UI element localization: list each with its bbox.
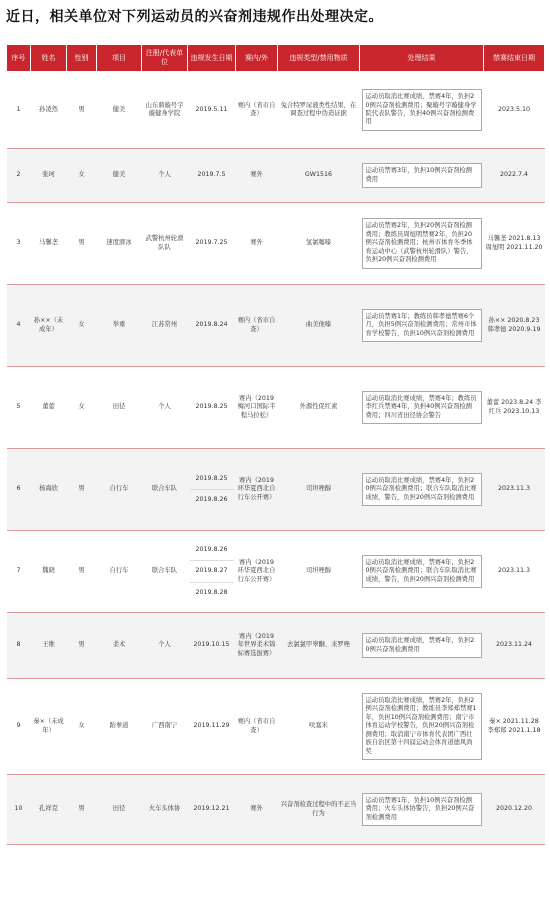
date-entry: 2019.8.26 bbox=[195, 496, 228, 503]
cell-comp: 赛外 bbox=[236, 203, 278, 285]
cell-result bbox=[360, 149, 484, 203]
cell-result bbox=[360, 367, 484, 449]
cell-no: 1 bbox=[7, 72, 31, 149]
cell-gender: 男 bbox=[67, 72, 97, 149]
cell-violation: 呋塞米 bbox=[278, 679, 360, 775]
table-row bbox=[7, 72, 545, 149]
date-entry: 2019.7.25 bbox=[195, 239, 228, 247]
cell-date bbox=[188, 531, 236, 613]
cell-unit: 联合车队 bbox=[142, 449, 188, 531]
cell-no: 10 bbox=[7, 775, 31, 845]
cell-violation: 兔合特罗尿液类性结果，在调查过程中伪造证据 bbox=[278, 72, 360, 149]
cell-name: 董蕾 bbox=[31, 367, 67, 449]
cell-gender: 女 bbox=[67, 367, 97, 449]
cell-sport: 自行车 bbox=[97, 531, 142, 613]
header-name: 姓名 bbox=[31, 45, 67, 72]
cell-name: 杨海欣 bbox=[31, 449, 67, 531]
cell-gender: 女 bbox=[67, 679, 97, 775]
date-entry: 2019.8.27 bbox=[190, 561, 234, 582]
cell-date bbox=[188, 775, 236, 845]
cell-result bbox=[360, 72, 484, 149]
cell-gender: 女 bbox=[67, 149, 97, 203]
page-title: 近日，相关单位对下列运动员的兴奋剂违规作出处理决定。 bbox=[6, 9, 383, 25]
cell-gender: 女 bbox=[67, 285, 97, 367]
cell-name: 秦×（未成年） bbox=[31, 679, 67, 775]
cell-sport: 田径 bbox=[97, 775, 142, 845]
cell-end-date: 2023.11.3 bbox=[484, 449, 545, 531]
cell-unit: 个人 bbox=[142, 149, 188, 203]
cell-no: 3 bbox=[7, 203, 31, 285]
cell-unit: 联合车队 bbox=[142, 531, 188, 613]
cell-sport: 举重 bbox=[97, 285, 142, 367]
result-text: 运动员禁赛3年，负担10例兴奋剂检测费用 bbox=[362, 163, 482, 188]
result-text: 运动员取消比赛成绩，禁赛4年，负担20例兴奋剂检测费用；联合车队取消比赛成绩，警告，负担20例兴奋剂检测费用 bbox=[362, 555, 482, 588]
cell-violation: GW1516 bbox=[278, 149, 360, 203]
table-row bbox=[7, 613, 545, 679]
cell-date bbox=[188, 449, 236, 531]
cell-violation: 兴奋剂检查过程中的不正当行为 bbox=[278, 775, 360, 845]
header-unit: 注册/代表单位 bbox=[142, 45, 188, 72]
cell-unit: 山东鼎璇号宇璇健身学院 bbox=[142, 72, 188, 149]
date-entry: 2019.7.5 bbox=[197, 171, 226, 179]
cell-comp: 赛内（2019梅河口国际半程马拉松） bbox=[236, 367, 278, 449]
violations-table bbox=[6, 44, 545, 845]
date-entry: 2019.10.15 bbox=[193, 641, 230, 649]
cell-gender: 男 bbox=[67, 449, 97, 531]
cell-result bbox=[360, 203, 484, 285]
cell-name: 张珂 bbox=[31, 149, 67, 203]
cell-comp: 赛外 bbox=[236, 149, 278, 203]
date-entry: 2019.8.24 bbox=[195, 321, 228, 329]
date-entry: 2019.8.25 bbox=[195, 403, 228, 411]
cell-name: 马馨垄 bbox=[31, 203, 67, 285]
cell-end-date: 2020.12.20 bbox=[484, 775, 545, 845]
cell-end-date: 秦× 2021.11.28 李郑郑 2021.1.18 bbox=[484, 679, 545, 775]
result-text: 运动员取消比赛成绩，禁赛4年，负担20例兴奋剂检测费用；联合车队取消比赛成绩，警告，负担20例兴奋剂检测费用 bbox=[362, 473, 482, 506]
result-text: 运动员取消比赛成绩，禁赛4年，负担20例兴奋剂检测费用；聚璇号宇璇健身学院代表队警告，负担40例兴奋剂检测费用 bbox=[362, 89, 482, 131]
cell-end-date: 孙×× 2020.8.23 韩孝德 2020.9.19 bbox=[484, 285, 545, 367]
cell-comp: 赛外 bbox=[236, 775, 278, 845]
cell-name: 王维 bbox=[31, 613, 67, 679]
cell-unit: 个人 bbox=[142, 367, 188, 449]
table-row bbox=[7, 679, 545, 775]
date-entry: 2019.12.21 bbox=[193, 805, 230, 813]
result-text: 运动员取消比赛成绩，禁赛4年；教练员李红兵禁赛4年，负担40例兴奋剂检测费用；四川省田径协会警告 bbox=[362, 391, 482, 424]
header-no: 序号 bbox=[7, 45, 31, 72]
cell-gender: 男 bbox=[67, 775, 97, 845]
cell-name: 孙凌然 bbox=[31, 72, 67, 149]
header-gender: 性别 bbox=[67, 45, 97, 72]
result-text: 运动员取消比赛成绩，禁赛2年，负担2例兴奋剂检测费用；教练员李郑郑禁赛1年，负担10例兴奋剂检测费用；南宁市体育运动学校警告，负担20例兴奋剂检测费用；取消南宁市体育代表团广西壮族自治区第十四届运动会体育道德风尚奖 bbox=[362, 693, 482, 760]
cell-no: 9 bbox=[7, 679, 31, 775]
header-violation: 违规类型/禁用物质 bbox=[278, 45, 360, 72]
table-row bbox=[7, 449, 545, 531]
table-row bbox=[7, 775, 545, 845]
cell-name: 孔祥克 bbox=[31, 775, 67, 845]
cell-date bbox=[188, 203, 236, 285]
cell-end-date: 董蕾 2023.8.24 李红兵 2023.10.13 bbox=[484, 367, 545, 449]
cell-unit: 江苏常州 bbox=[142, 285, 188, 367]
header-date: 违规发生日期 bbox=[188, 45, 236, 72]
result-text: 运动员取消比赛成绩，禁赛4年，负担20例兴奋剂检测费用 bbox=[362, 633, 482, 658]
cell-no: 8 bbox=[7, 613, 31, 679]
cell-unit: 个人 bbox=[142, 613, 188, 679]
cell-gender: 男 bbox=[67, 531, 97, 613]
cell-result bbox=[360, 449, 484, 531]
date-entry: 2019.8.25 bbox=[190, 469, 234, 490]
cell-unit: 武警杭州轮滑队队 bbox=[142, 203, 188, 285]
cell-violation: 去氯氯甲睾酮、来罗唑 bbox=[278, 613, 360, 679]
cell-comp: 赛内（2019年世界柔术锦标赛选拔赛） bbox=[236, 613, 278, 679]
cell-violation: 司坦唑醇 bbox=[278, 531, 360, 613]
cell-sport: 跆拳道 bbox=[97, 679, 142, 775]
cell-end-date: 马馨垄 2021.8.13 周旭明 2021.11.20 bbox=[484, 203, 545, 285]
cell-end-date: 2023.5.10 bbox=[484, 72, 545, 149]
cell-sport: 速度滑冰 bbox=[97, 203, 142, 285]
cell-no: 4 bbox=[7, 285, 31, 367]
cell-no: 6 bbox=[7, 449, 31, 531]
cell-violation: 氢氯噻嗪 bbox=[278, 203, 360, 285]
cell-unit: 广西南宁 bbox=[142, 679, 188, 775]
cell-unit: 火车头体协 bbox=[142, 775, 188, 845]
cell-end-date: 2022.7.4 bbox=[484, 149, 545, 203]
cell-comp: 赛内（2019环华夏西北自行车公开赛） bbox=[236, 531, 278, 613]
table-row bbox=[7, 285, 545, 367]
cell-comp: 赛内（省市自查） bbox=[236, 679, 278, 775]
cell-comp: 赛内（省市自查） bbox=[236, 72, 278, 149]
date-entry: 2019.8.28 bbox=[195, 588, 228, 596]
cell-no: 2 bbox=[7, 149, 31, 203]
cell-violation: 曲美他嗪 bbox=[278, 285, 360, 367]
cell-violation: 外源性促红素 bbox=[278, 367, 360, 449]
table-row bbox=[7, 367, 545, 449]
result-text: 运动员禁赛2年，负担20例兴奋剂检测费用；教练员周旭明禁赛2年，负担20例兴奋剂检测费用；杭州市体育冬季体育运动中心（武警杭州轮滑队）警告，负担20例兴奋剂检测费用 bbox=[362, 218, 482, 268]
cell-date bbox=[188, 72, 236, 149]
table-header-row bbox=[7, 45, 545, 72]
date-entry: 2019.11.29 bbox=[193, 722, 230, 730]
cell-no: 7 bbox=[7, 531, 31, 613]
cell-gender: 男 bbox=[67, 203, 97, 285]
cell-sport: 健美 bbox=[97, 149, 142, 203]
table-row bbox=[7, 203, 545, 285]
cell-date bbox=[188, 679, 236, 775]
header-sport: 项目 bbox=[97, 45, 142, 72]
header-result: 处理结果 bbox=[360, 45, 484, 72]
cell-comp: 赛内（省市自查） bbox=[236, 285, 278, 367]
cell-sport: 田径 bbox=[97, 367, 142, 449]
result-text: 运动员禁赛1年，负担10例兴奋剂检测费用；火车头体协警告，负担20例兴奋剂检测费用 bbox=[362, 793, 482, 826]
result-text: 运动员禁赛1年；教练员韩孝德禁赛6个月，负担5例兴奋剂检测费用；常州市体育学校警告，负担10例兴奋剂检测费用 bbox=[362, 309, 482, 342]
cell-sport: 健美 bbox=[97, 72, 142, 149]
header-comp: 赛内/外 bbox=[236, 45, 278, 72]
cell-comp: 赛内（2019环华夏西北自行车公开赛） bbox=[236, 449, 278, 531]
cell-result bbox=[360, 531, 484, 613]
cell-sport: 柔术 bbox=[97, 613, 142, 679]
cell-date bbox=[188, 613, 236, 679]
cell-result bbox=[360, 285, 484, 367]
date-entry: 2019.8.26 bbox=[190, 540, 234, 561]
cell-result bbox=[360, 613, 484, 679]
cell-no: 5 bbox=[7, 367, 31, 449]
date-entry: 2019.5.11 bbox=[195, 105, 228, 113]
cell-date bbox=[188, 149, 236, 203]
header-end-date: 禁赛结束日期 bbox=[484, 45, 545, 72]
cell-gender: 男 bbox=[67, 613, 97, 679]
table-body bbox=[7, 72, 545, 845]
cell-date bbox=[188, 367, 236, 449]
cell-end-date: 2023.11.24 bbox=[484, 613, 545, 679]
table-row bbox=[7, 531, 545, 613]
cell-date bbox=[188, 285, 236, 367]
cell-violation: 司坦唑醇 bbox=[278, 449, 360, 531]
cell-result bbox=[360, 679, 484, 775]
table-row bbox=[7, 149, 545, 203]
cell-sport: 自行车 bbox=[97, 449, 142, 531]
cell-result bbox=[360, 775, 484, 845]
cell-name: 孙××（未成年） bbox=[31, 285, 67, 367]
cell-name: 魏晓 bbox=[31, 531, 67, 613]
cell-end-date: 2023.11.3 bbox=[484, 531, 545, 613]
